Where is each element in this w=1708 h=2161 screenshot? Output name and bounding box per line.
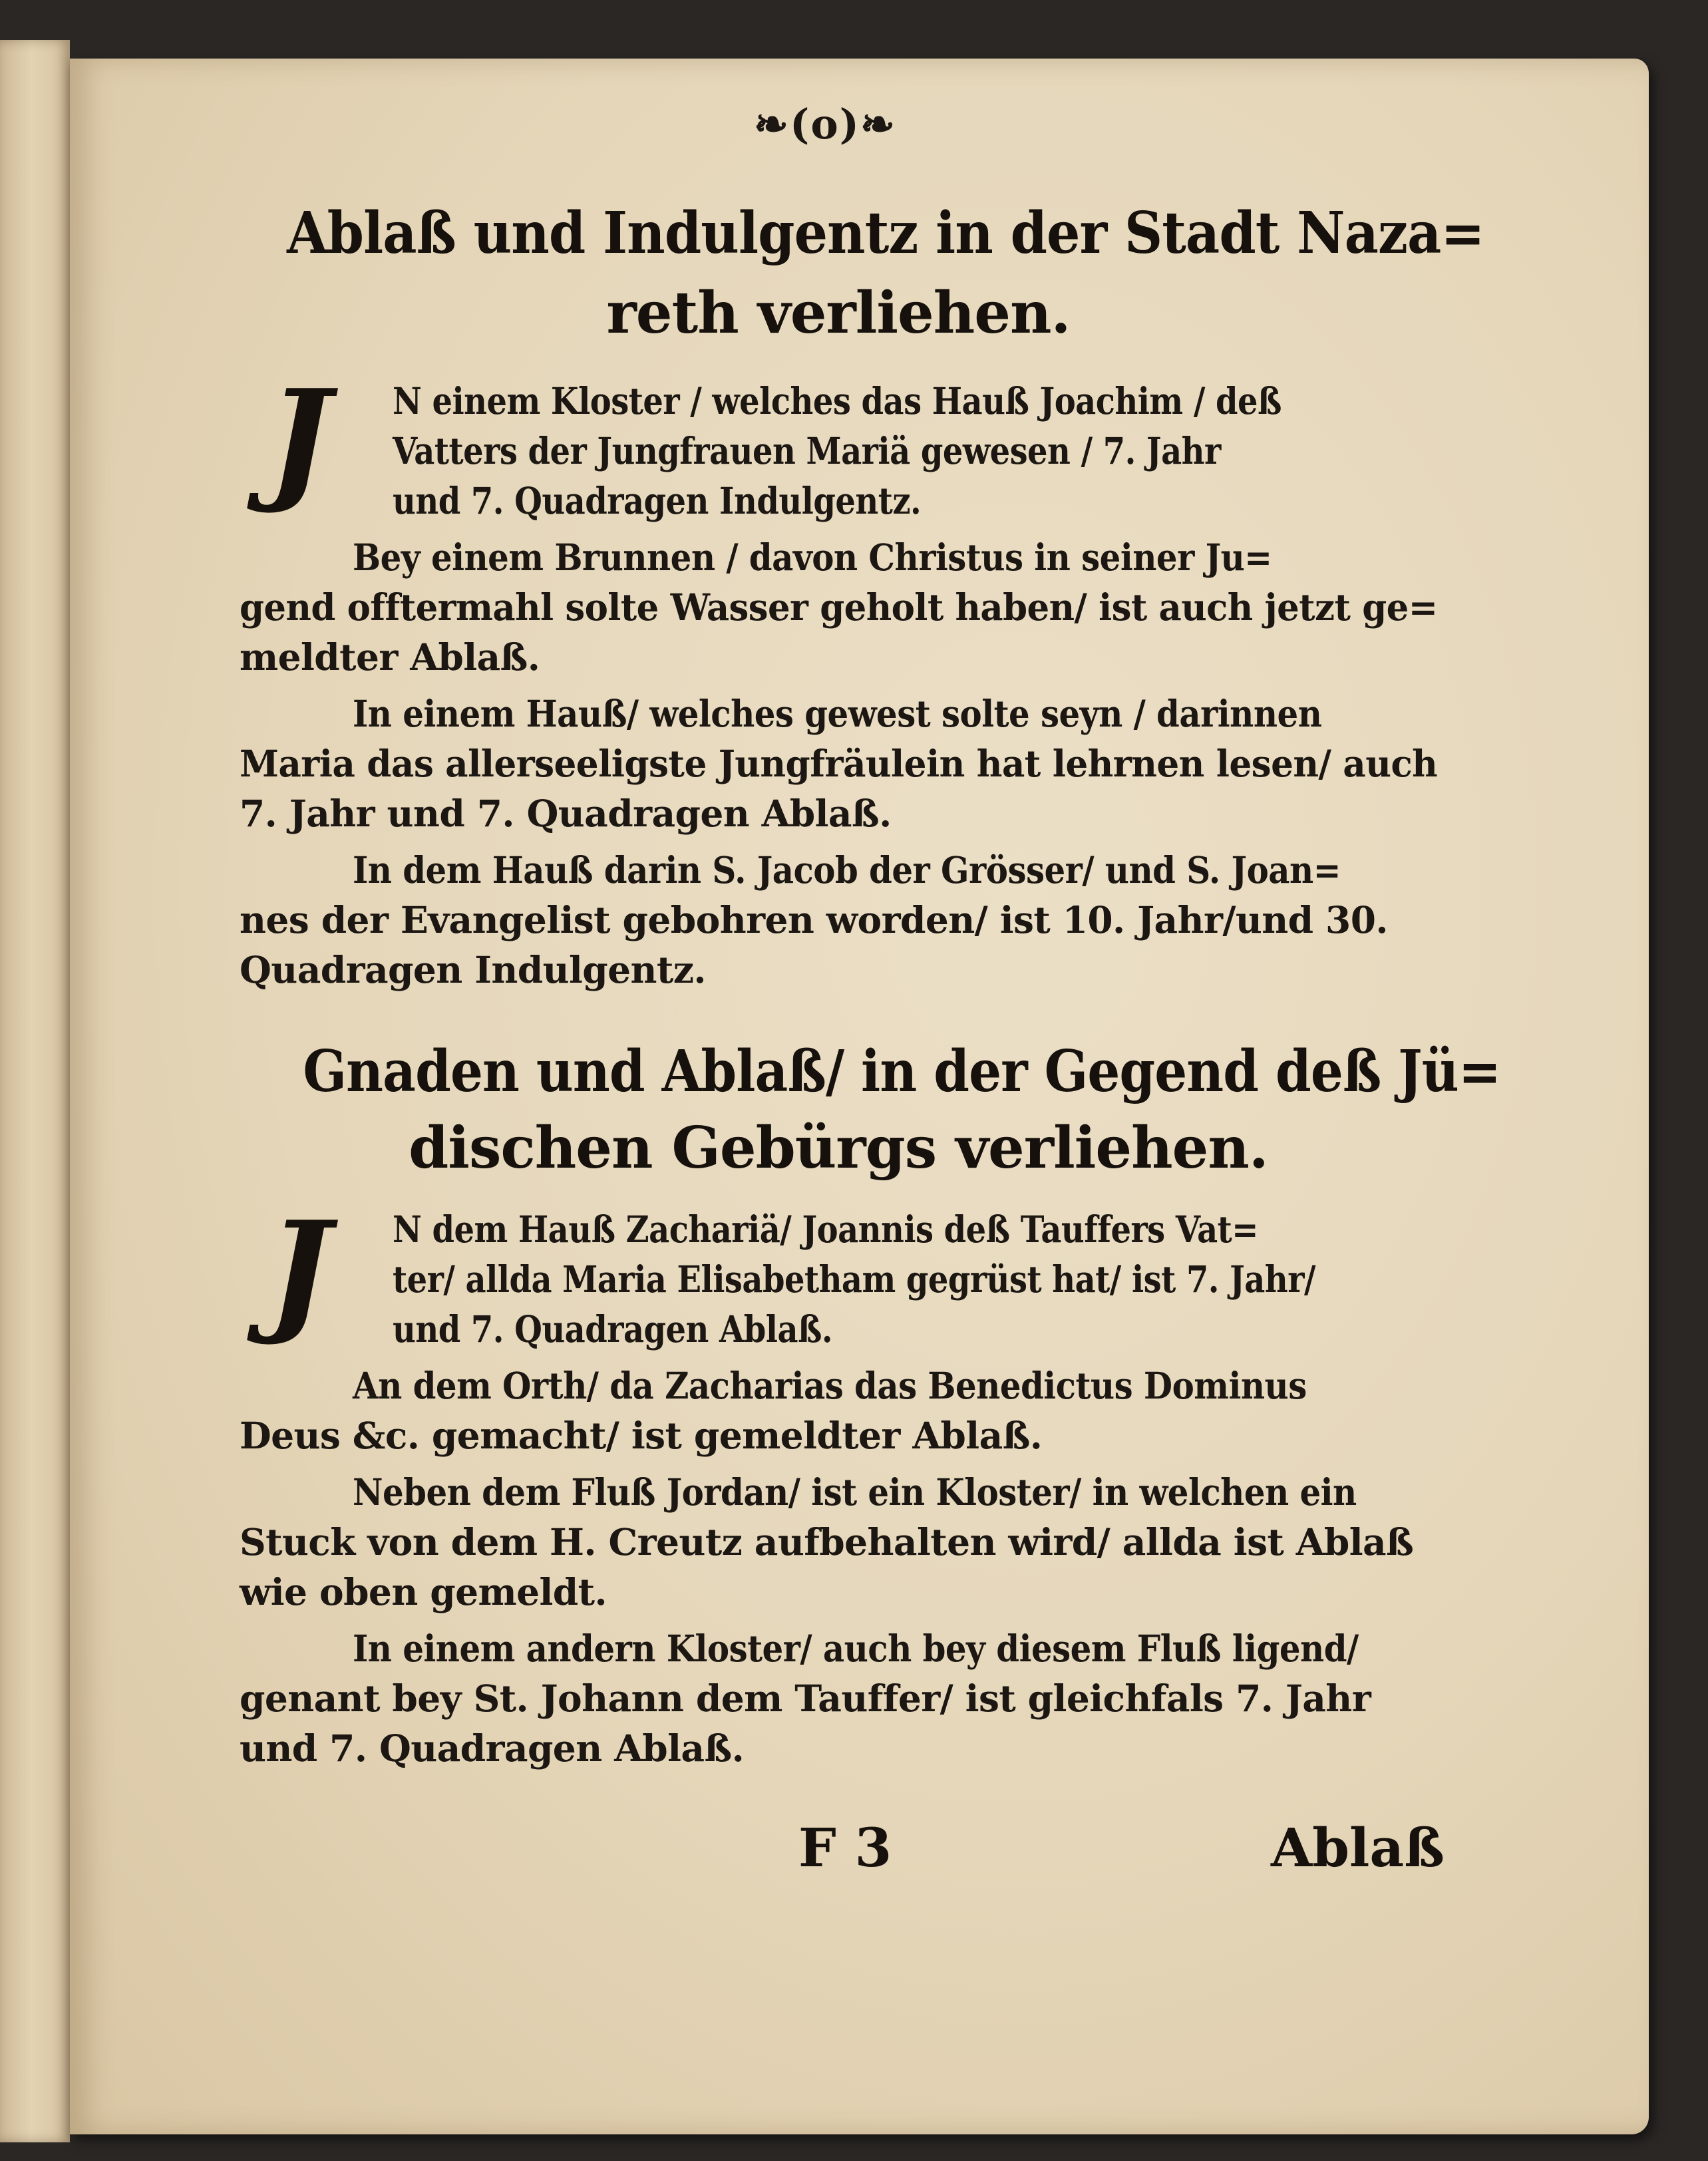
paragraph-line: und 7. Quadragen Indulgentz. (393, 479, 922, 522)
paragraph-line: Vatters der Jungfrauen Mariä gewesen / 7. Jahr (393, 429, 1221, 472)
paragraph-line: Stuck von dem H. Creutz aufbehalten wird/ allda ist Ablaß (240, 1520, 1414, 1564)
paragraph-line: 7. Jahr und 7. Quadragen Ablaß. (240, 792, 892, 835)
left-page-edge (0, 40, 70, 2142)
paragraph-line: meldter Ablaß. (240, 635, 540, 679)
paragraph-line: gend offtermahl solte Wasser geholt haben/ ist auch jetzt ge= (240, 585, 1438, 629)
paragraph-line: N dem Hauß Zachariä/ Joannis deß Tauffers Vat= (393, 1208, 1258, 1251)
section-heading-2-line-1: Gnaden und Ablaß/ in der Gegend deß Jü= (303, 1038, 1501, 1105)
paragraph-line: Maria das allerseeligste Jungfräulein hat lehrnen lesen/ auch (240, 742, 1438, 785)
paragraph-line: Quadragen Indulgentz. (240, 948, 706, 991)
section-heading-1-line-2: reth verliehen. (606, 279, 1071, 347)
paragraph-line: und 7. Quadragen Ablaß. (240, 1727, 745, 1770)
section-heading-2-line-2: dischen Gebürgs verliehen. (409, 1114, 1268, 1182)
paragraph-line: In einem Hauß/ welches gewest solte seyn / darinnen (353, 692, 1322, 735)
paragraph-line: Deus &c. gemacht/ ist gemeldter Ablaß. (240, 1414, 1043, 1457)
paragraph-line: wie oben gemeldt. (240, 1570, 607, 1613)
catchword: Ablaß (1271, 1816, 1445, 1879)
paragraph-line: und 7. Quadragen Ablaß. (393, 1307, 833, 1351)
section-heading-1-line-1: Ablaß und Indulgentz in der Stadt Naza= (287, 200, 1484, 267)
paragraph-line: An dem Orth/ da Zacharias das Benedictus Dominus (353, 1364, 1307, 1407)
paragraph-line: Neben dem Fluß Jordan/ ist ein Kloster/ in welchen ein (353, 1470, 1357, 1514)
page-number: ❧(o)❧ (754, 100, 896, 148)
drop-cap-initial: J (267, 1192, 331, 1349)
paragraph-line: Bey einem Brunnen / davon Christus in seiner Ju= (353, 536, 1272, 579)
paragraph-line: N einem Kloster / welches das Hauß Joachim / deß (393, 379, 1281, 422)
paragraph-line: In dem Hauß darin S. Jacob der Grösser/ und S. Joan= (353, 848, 1341, 892)
paragraph-line: In einem andern Kloster/ auch bey diesem Fluß ligend/ (353, 1627, 1359, 1670)
paragraph-line: genant bey St. Johann dem Tauffer/ ist gleichfals 7. Jahr (240, 1677, 1371, 1720)
paragraph-line: ter/ allda Maria Elisabetham gegrüst hat/ ist 7. Jahr/ (393, 1257, 1315, 1301)
drop-cap-initial: J (267, 361, 331, 517)
paragraph-line: nes der Evangelist gebohren worden/ ist 10. Jahr/und 30. (240, 898, 1388, 941)
signature-mark: F 3 (798, 1816, 892, 1879)
